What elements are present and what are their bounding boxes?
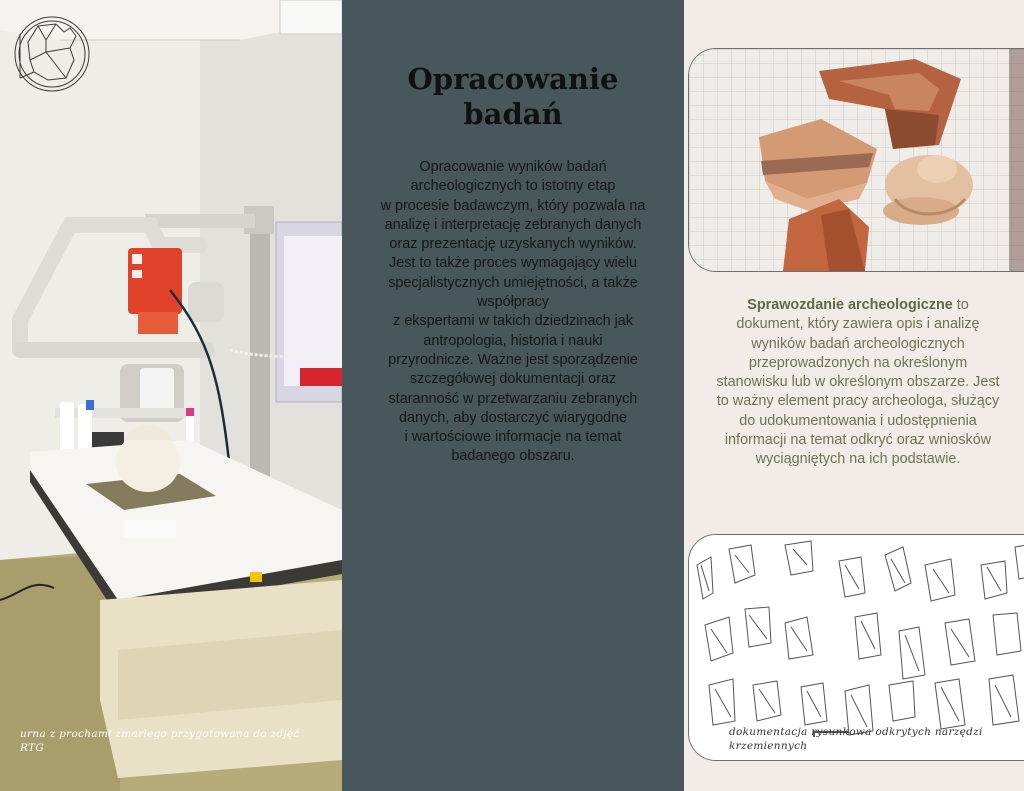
right-panel — [684, 0, 1024, 791]
photo-caption: urna z prochami zmarłego przygotowana do zdjęć RTG — [20, 728, 300, 754]
left-photo-panel — [0, 0, 342, 791]
report-paragraph — [714, 296, 1002, 470]
report-description: to dokument, który zawiera opis i analizę wyników badań archeologicznych przeprowadzonych na określonym stanowisku lub w określonym obszarze. Jest to ważny element pracy archeologa, służący do udokumentowania i udostępnienia informacji na temat odkryć oraz wniosków wyciągniętych na ich podstawie. — [716, 297, 1000, 468]
body-paragraph: Opracowanie wyników badań archeologicznych to istotny etap w procesie badawczym, który pozwala na analizę i interpretację zebranych danych oraz prezentację uzyskanych wyników. Jest to także proces wymagający wielu specjalistycznych umiejętności, a także współpracy z ekspertami w takich dziedzinach jak antropologia, historia i nauki przyrodnicze. Ważne jest sporządzenie szczegółowej dokumentacji oraz staranność w przetwarzaniu zebranych danych, aby dostarczyć wiarygodne i wartościowe informacje na temat badanego obszaru. — [380, 159, 646, 465]
x-ray-room-photo — [0, 0, 342, 791]
center-text-panel — [342, 0, 684, 791]
pottery-fragments-card — [688, 48, 1024, 272]
page-title: Opracowanie badań — [407, 62, 619, 131]
report-term: Sprawozdanie archeologiczne — [747, 297, 953, 313]
pottery-fragments-photo — [689, 49, 1024, 271]
drawings-caption: dokumentacja rysunkowa odkrytych narzędzi krzemiennych — [729, 726, 983, 752]
flint-tools-card — [688, 534, 1024, 761]
